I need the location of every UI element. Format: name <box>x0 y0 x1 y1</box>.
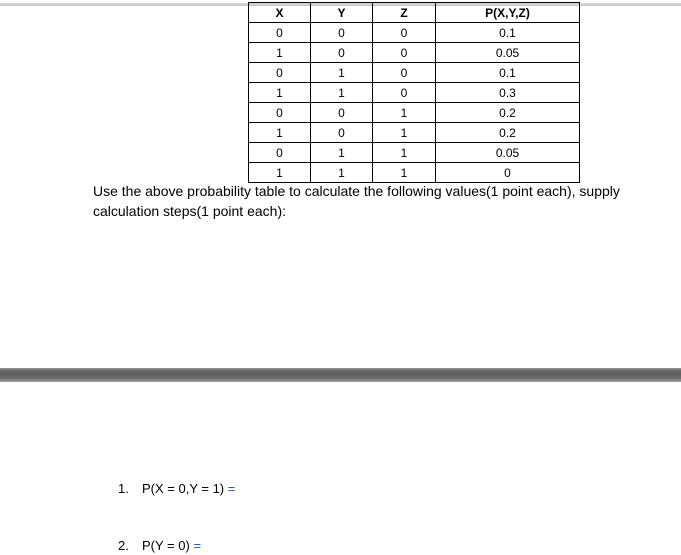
header-probability: P(X,Y,Z) <box>436 3 580 23</box>
cell-y: 0 <box>311 103 373 123</box>
question-1 <box>118 481 235 497</box>
cell-y: 0 <box>311 23 373 43</box>
cell-x: 1 <box>249 123 311 143</box>
table-row <box>249 83 580 103</box>
cell-p: 0.3 <box>436 83 580 103</box>
question-2 <box>118 538 201 554</box>
table-row <box>249 43 580 63</box>
cell-y: 1 <box>311 163 373 183</box>
question-text: P(X = 0,Y = 1) <box>142 481 225 496</box>
cell-p: 0.1 <box>436 23 580 43</box>
header-z: Z <box>373 3 436 23</box>
instructions-text: Use the above probability table to calculate the following values(1 point each), supply calculation steps(1 point each): <box>93 183 620 219</box>
header-y: Y <box>311 3 373 23</box>
cell-y: 1 <box>311 143 373 163</box>
table-row <box>249 143 580 163</box>
question-text: P(Y = 0) <box>142 538 190 553</box>
question-number: 1. <box>118 481 129 496</box>
cell-x: 1 <box>249 83 311 103</box>
table-row <box>249 103 580 123</box>
cell-x: 1 <box>249 163 311 183</box>
probability-table <box>248 2 580 183</box>
page-divider <box>0 368 681 382</box>
cell-y: 0 <box>311 123 373 143</box>
table-header-row <box>249 3 580 23</box>
answer-equals-field[interactable]: = <box>193 538 202 553</box>
cell-y: 1 <box>311 83 373 103</box>
cell-p: 0.2 <box>436 103 580 123</box>
cell-z: 1 <box>373 143 436 163</box>
cell-p: 0.05 <box>436 143 580 163</box>
table-row <box>249 123 580 143</box>
cell-p: 0 <box>436 163 580 183</box>
cell-y: 0 <box>311 43 373 63</box>
cell-x: 0 <box>249 63 311 83</box>
table-row <box>249 63 580 83</box>
cell-z: 1 <box>373 103 436 123</box>
cell-z: 0 <box>373 63 436 83</box>
cell-x: 0 <box>249 103 311 123</box>
question-number: 2. <box>118 538 129 553</box>
cell-z: 0 <box>373 43 436 63</box>
answer-equals-field[interactable]: = <box>227 481 236 496</box>
cell-z: 0 <box>373 23 436 43</box>
cell-z: 1 <box>373 163 436 183</box>
table-row <box>249 23 580 43</box>
cell-p: 0.05 <box>436 43 580 63</box>
cell-z: 0 <box>373 83 436 103</box>
header-x: X <box>249 3 311 23</box>
cell-p: 0.2 <box>436 123 580 143</box>
cell-x: 0 <box>249 23 311 43</box>
cell-z: 1 <box>373 123 436 143</box>
cell-p: 0.1 <box>436 63 580 83</box>
table-row <box>249 163 580 183</box>
cell-y: 1 <box>311 63 373 83</box>
cell-x: 0 <box>249 143 311 163</box>
cell-x: 1 <box>249 43 311 63</box>
